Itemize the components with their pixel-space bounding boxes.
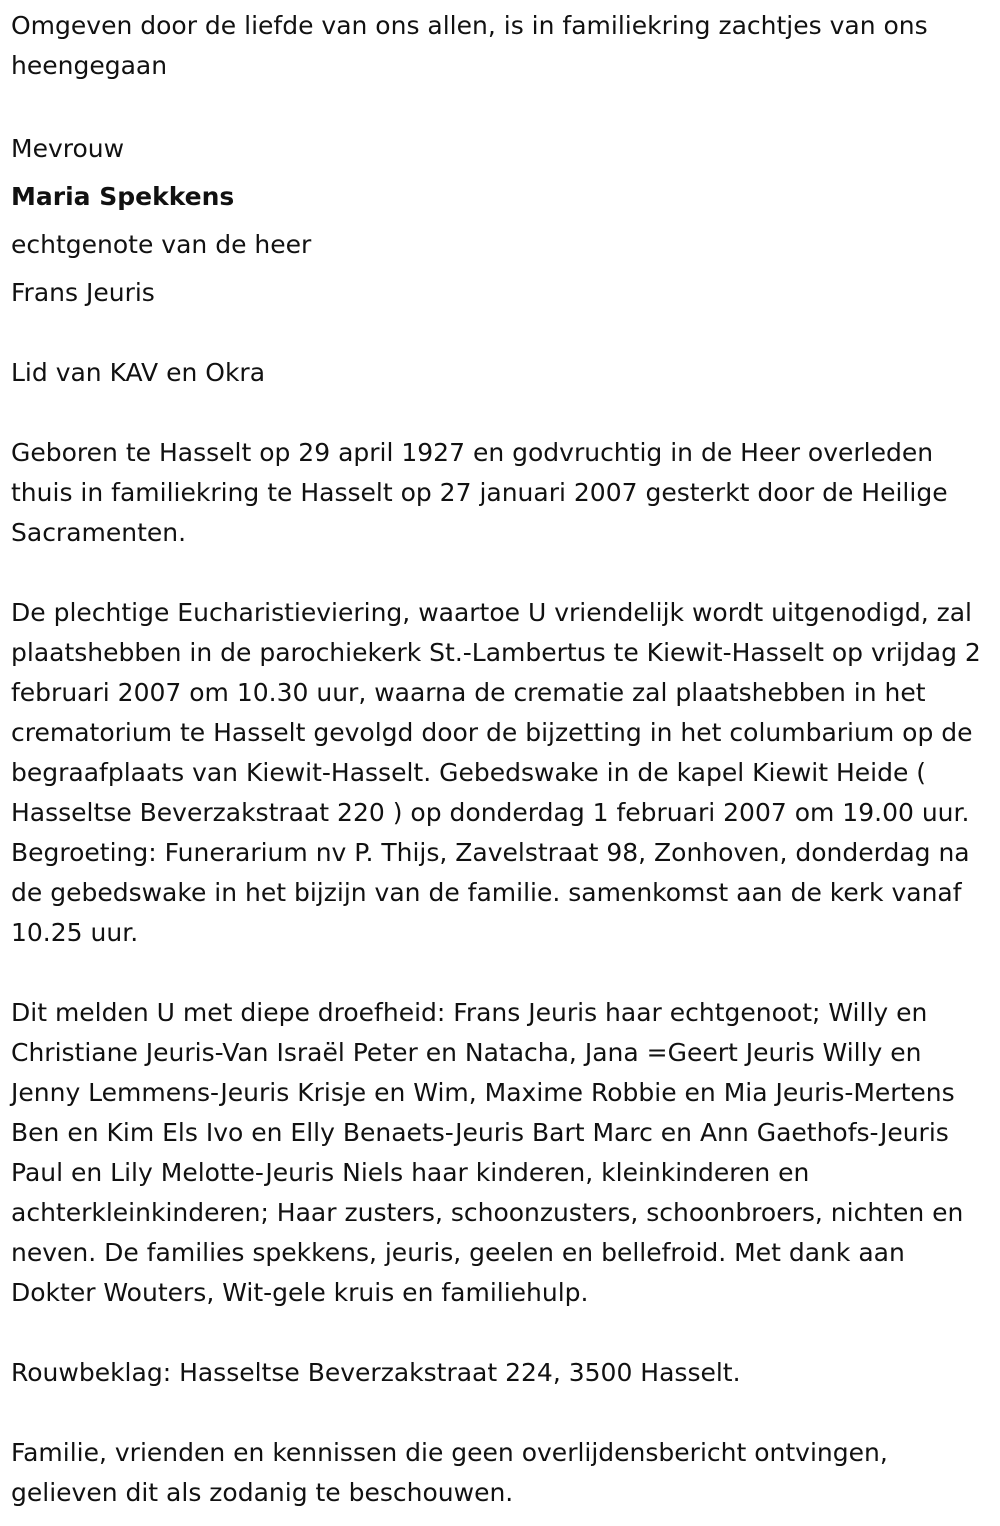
intro-text: Omgeven door de liefde van ons allen, is in familiekring zachtjes van ons heengegaan — [11, 11, 928, 80]
honorific: Mevrouw — [11, 134, 125, 163]
closing-paragraph: Familie, vrienden en kennissen die geen overlijdensbericht ontvingen, gelieven dit als zodanig te beschouwen. — [11, 1438, 888, 1507]
birth-death-paragraph: Geboren te Hasselt op 29 april 1927 en godvruchtig in de Heer overleden thuis in familiekring te Hasselt op 27 januari 2007 gesterkt door de Heilige Sacramenten. — [11, 438, 948, 547]
membership-text: Lid van KAV en Okra — [11, 358, 266, 387]
deceased-name: Maria Spekkens — [11, 182, 235, 211]
condolences-address: Rouwbeklag: Hasseltse Beverzakstraat 224, 3500 Hasselt. — [11, 1358, 741, 1387]
ceremony-paragraph: De plechtige Eucharistieviering, waartoe U vriendelijk wordt uitgenodigd, zal plaatshebben in de parochiekerk St.-Lambertus te Kiewit-Hasselt op vrijdag 2 februari 2007 om 10.30 uur, waarna de crematie zal plaatshebben in het crematorium te Hasselt gevolgd door de bijzetting in het columbarium op de begraafplaats van Kiewit-Hasselt. Gebedswake in de kapel Kiewit Heide ( Hasseltse Beverzakstraat 220 ) op donderdag 1 februari 2007 om 19.00 uur. Begroeting: Funerarium nv P. Thijs, Zavelstraat 98, Zonhoven, donderdag na de gebedswake in het bijzijn van de familie. samenkomst aan de kerk vanaf 10.25 uur. — [11, 598, 981, 947]
relation-text: echtgenote van de heer — [11, 230, 312, 259]
deceased-block — [11, 125, 988, 317]
family-paragraph: Dit melden U met diepe droefheid: Frans Jeuris haar echtgenoot; Willy en Christiane Jeuris-Van Israël Peter en Natacha, Jana =Geert Jeuris Willy en Jenny Lemmens-Jeuris Krisje en Wim, Maxime Robbie en Mia Jeuris-Mertens Ben en Kim Els Ivo en Elly Benaets-Jeuris Bart Marc en Ann Gaethofs-Jeuris Paul en Lily Melotte-Jeuris Niels haar kinderen, kleinkinderen en achterkleinkinderen; Haar zusters, schoonzusters, schoonbroers, nichten en neven. De families spekkens, jeuris, geelen en bellefroid. Met dank aan Dokter Wouters, Wit-gele kruis en familiehulp. — [11, 998, 964, 1307]
spouse-name: Frans Jeuris — [11, 278, 155, 307]
